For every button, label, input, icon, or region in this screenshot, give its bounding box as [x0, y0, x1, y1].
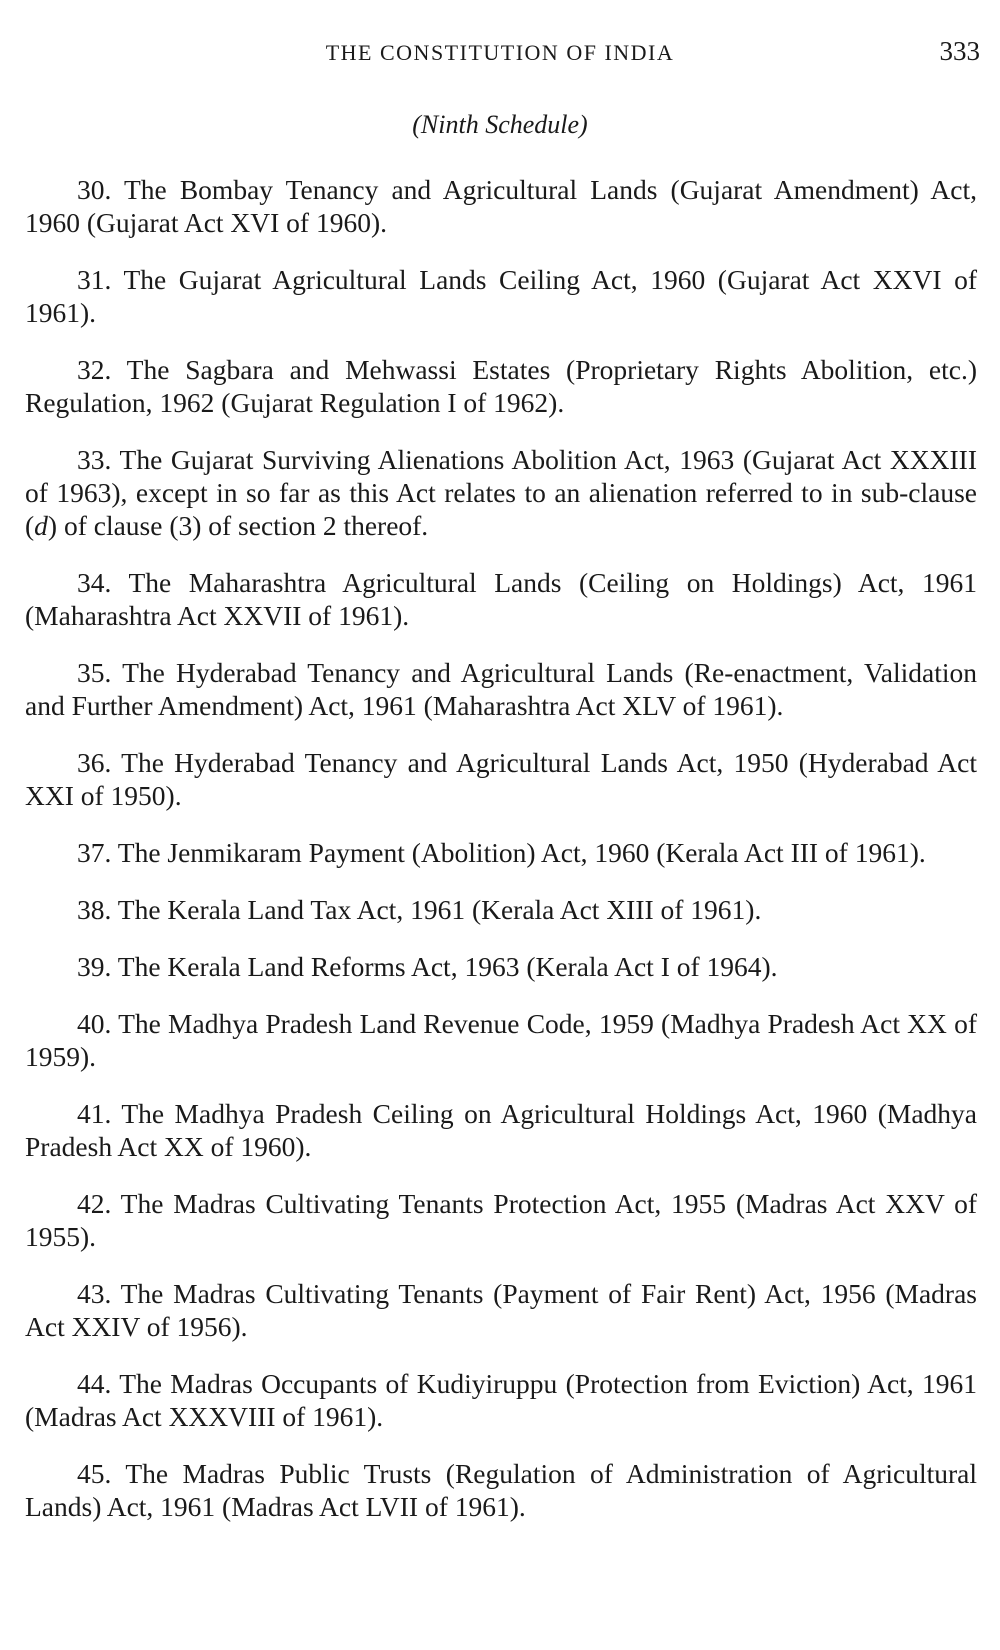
schedule-subtitle: (Ninth Schedule) [412, 110, 588, 139]
entry-30 [25, 173, 977, 239]
entry-39 [25, 950, 977, 983]
entry-number: 41. [77, 1098, 112, 1129]
entry-41 [25, 1097, 977, 1163]
running-header [0, 36, 1000, 70]
entry-number: 37. [77, 837, 112, 868]
entry-40 [25, 1007, 977, 1073]
entry-text: The Madras Cultivating Tenants Protection Act, 1955 (Madras Act XXV of 1955). [25, 1188, 977, 1252]
entry-32 [25, 353, 977, 419]
entry-text: The Jenmikaram Payment (Abolition) Act, 1960 (Kerala Act III of 1961). [117, 837, 926, 868]
entry-text: The Hyderabad Tenancy and Agricultural Lands (Re-enactment, Validation and Further Amendment) Act, 1961 (Maharashtra Act XLV of 1961). [25, 657, 977, 721]
entry-text: The Kerala Land Tax Act, 1961 (Kerala Act XIII of 1961). [117, 894, 762, 925]
entry-42 [25, 1187, 977, 1253]
entry-number: 36. [77, 747, 112, 778]
entry-31 [25, 263, 977, 329]
entry-number: 39. [77, 951, 112, 982]
entry-text: The Madhya Pradesh Land Revenue Code, 1959 (Madhya Pradesh Act XX of 1959). [25, 1008, 977, 1072]
entry-text: The Sagbara and Mehwassi Estates (Proprietary Rights Abolition, etc.) Regulation, 1962 (Gujarat Regulation I of 1962). [25, 354, 977, 418]
entry-36 [25, 746, 977, 812]
entry-text: The Gujarat Agricultural Lands Ceiling Act, 1960 (Gujarat Act XXVI of 1961). [25, 264, 977, 328]
entry-text: The Madras Public Trusts (Regulation of Administration of Agricultural Lands) Act, 1961 (Madras Act LVII of 1961). [25, 1458, 977, 1522]
entry-number: 38. [77, 894, 112, 925]
running-title: THE CONSTITUTION OF INDIA [325, 40, 675, 65]
entry-text-italic: d [34, 510, 48, 541]
entry-38 [25, 893, 977, 926]
entry-text: The Maharashtra Agricultural Lands (Ceiling on Holdings) Act, 1961 (Maharashtra Act XXVII of 1961). [25, 567, 977, 631]
entry-text: The Kerala Land Reforms Act, 1963 (Kerala Act I of 1964). [117, 951, 778, 982]
entry-45 [25, 1457, 977, 1523]
entries-list [25, 173, 977, 1547]
page-number: 333 [939, 36, 980, 66]
entry-text: The Bombay Tenancy and Agricultural Lands (Gujarat Amendment) Act, 1960 (Gujarat Act XVI of 1960). [25, 174, 977, 238]
entry-text: The Madras Occupants of Kudiyiruppu (Protection from Eviction) Act, 1961 (Madras Act XXXVIII of 1961). [25, 1368, 977, 1432]
entry-text: The Hyderabad Tenancy and Agricultural Lands Act, 1950 (Hyderabad Act XXI of 1950). [25, 747, 977, 811]
entry-35 [25, 656, 977, 722]
entry-number: 30. [77, 174, 112, 205]
entry-number: 32. [77, 354, 112, 385]
entry-number: 34. [77, 567, 112, 598]
entry-text-before: The Gujarat Surviving Alienations Abolition Act, 1963 (Gujarat Act XXXIII of 1963), except in so far as this Act relates to an alienation referred to in sub-clause ( [25, 444, 977, 541]
entry-text-after: ) of clause (3) of section 2 thereof. [47, 510, 429, 541]
entry-number: 44. [77, 1368, 112, 1399]
entry-37 [25, 836, 977, 869]
entry-number: 40. [77, 1008, 112, 1039]
entry-number: 45. [77, 1458, 112, 1489]
entry-number: 43. [77, 1278, 112, 1309]
entry-number: 31. [77, 264, 112, 295]
entry-text: The Madras Cultivating Tenants (Payment of Fair Rent) Act, 1956 (Madras Act XXIV of 1956). [25, 1278, 977, 1342]
entry-33 [25, 443, 977, 542]
entry-43 [25, 1277, 977, 1343]
entry-number: 35. [77, 657, 112, 688]
entry-34 [25, 566, 977, 632]
entry-text: The Madhya Pradesh Ceiling on Agricultural Holdings Act, 1960 (Madhya Pradesh Act XX of 1960). [25, 1098, 977, 1162]
entry-number: 33. [77, 444, 112, 475]
entry-number: 42. [77, 1188, 112, 1219]
entry-44 [25, 1367, 977, 1433]
